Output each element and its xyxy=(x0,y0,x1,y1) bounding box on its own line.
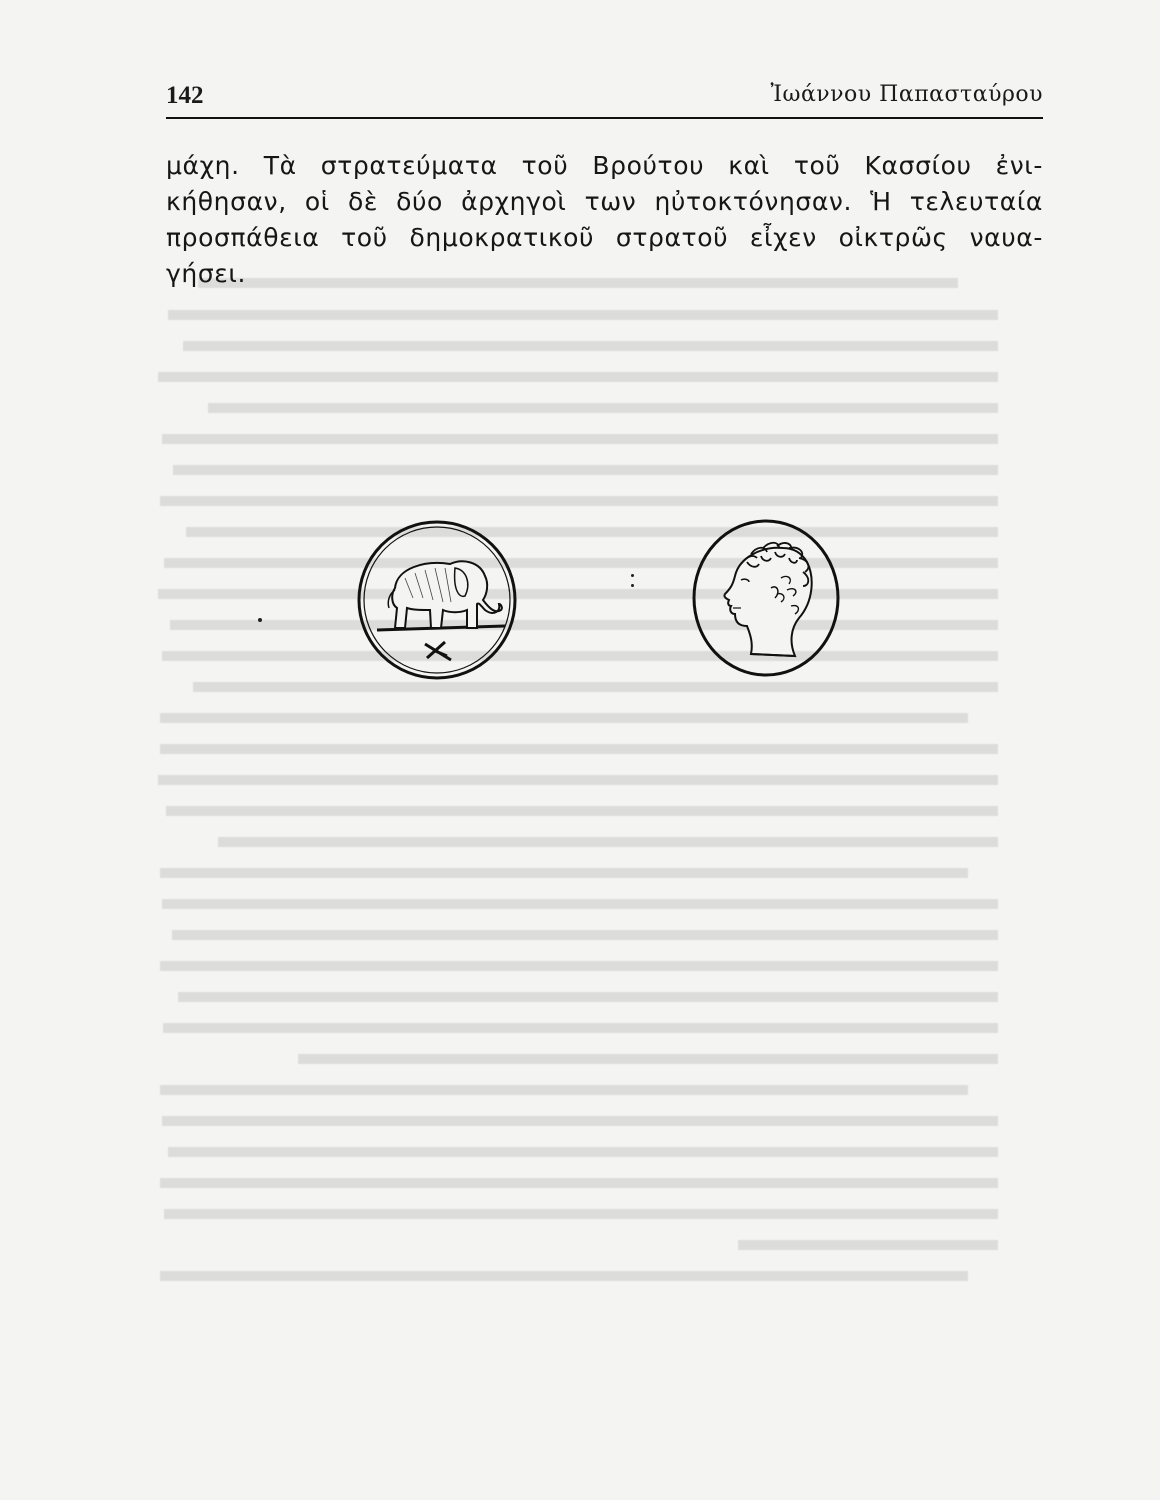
page-number: 142 xyxy=(166,82,204,109)
text-line: γήσει. xyxy=(166,259,247,288)
laureate-head-coin-icon xyxy=(691,518,841,678)
running-head: Ἰωάννου Παπασταύρου xyxy=(770,82,1043,107)
page-header xyxy=(166,82,1043,118)
ink-speck xyxy=(631,584,634,587)
coin-illustration xyxy=(355,518,775,683)
text-line: κήθησαν, οἱ δὲ δύο ἀρχηγοὶ των ηὐτοκτόνησαν. Ἡ τελευταία xyxy=(166,187,1043,216)
ink-speck xyxy=(631,574,634,577)
header-rule xyxy=(166,117,1043,119)
ink-speck xyxy=(258,618,262,622)
text-line: προσπάθεια τοῦ δημοκρατικοῦ στρατοῦ εἶχεν οἰκτρῶς ναυα- xyxy=(166,223,1043,252)
text-line: μάχη. Τὰ στρατεύματα τοῦ Βρούτου καὶ τοῦ Κασσίου ἐνι- xyxy=(166,151,1043,180)
body-paragraph xyxy=(166,148,1043,292)
elephant-coin-icon xyxy=(355,518,520,683)
bleed-through-text xyxy=(158,258,998,1302)
